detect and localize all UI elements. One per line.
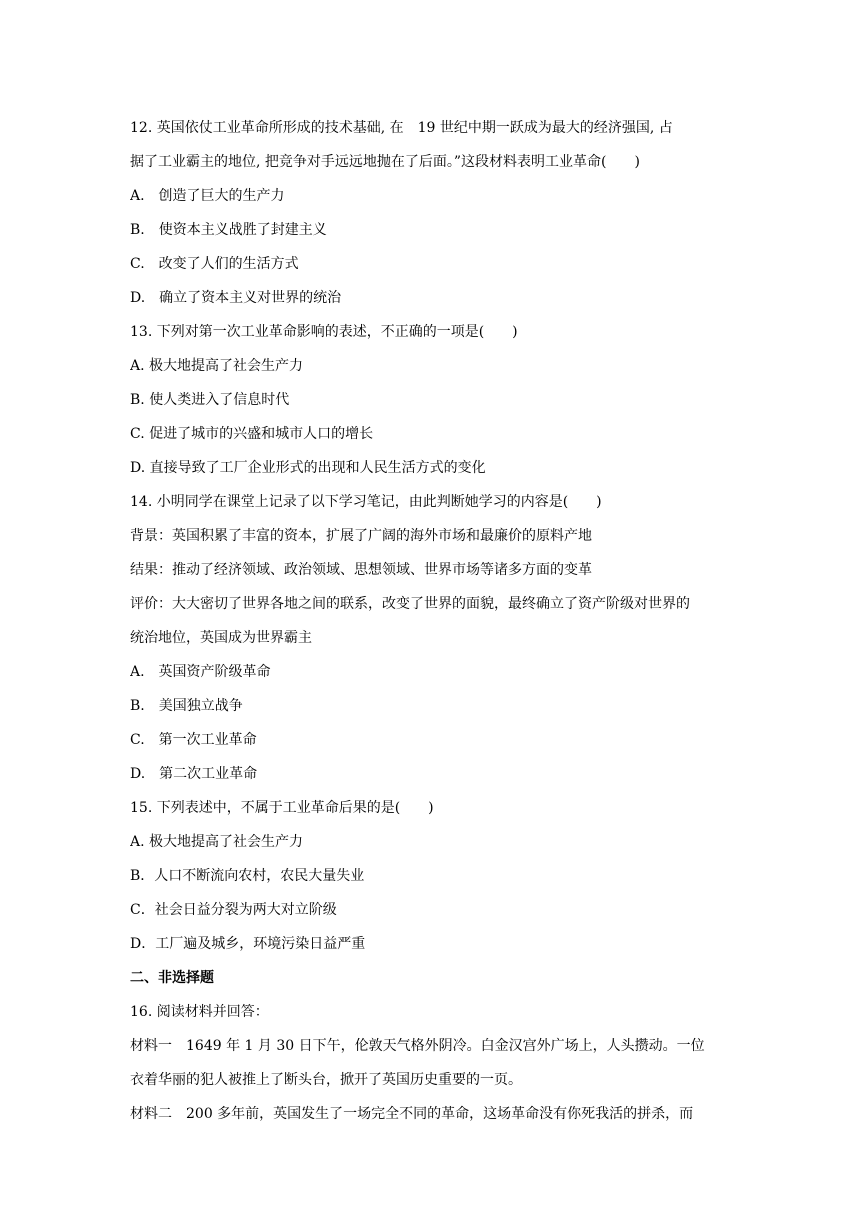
q13-option-a: A. 极大地提高了社会生产力 <box>130 358 304 374</box>
q12-option-a: A. 创造了巨大的生产力 <box>130 188 285 204</box>
q14-result: 结果：推动了经济领域、政治领域、思想领域、世界市场等诸多方面的变革 <box>130 562 592 578</box>
q14-evaluation-line2: 统治地位，英国成为世界霸主 <box>130 630 312 646</box>
q12-stem-line1: 12. 英国依仗工业革命所形成的技术基础, 在 19 世纪中期一跃成为最大的经济强国, 占 <box>130 120 673 136</box>
q14-evaluation-line1: 评价：大大密切了世界各地之间的联系，改变了世界的面貌，最终确立了资产阶级对世界的 <box>130 596 690 612</box>
q15-option-d: D．工厂遍及城乡，环境污染日益严重 <box>130 936 366 952</box>
section-heading: 二、非选择题 <box>130 970 214 986</box>
q15-stem: 15. 下列表述中，不属于工业革命后果的是( ) <box>130 800 434 816</box>
q13-stem: 13. 下列对第一次工业革命影响的表述，不正确的一项是( ) <box>130 324 518 340</box>
q12-option-d: D. 确立了资本主义对世界的统治 <box>130 290 342 306</box>
q14-option-b: B. 美国独立战争 <box>130 698 243 714</box>
q16-material1-line1: 材料一 1649 年 1 月 30 日下午，伦敦天气格外阴冷。白金汉宫外广场上，人头攒动。一位 <box>130 1038 705 1054</box>
q12-stem-line2: 据了工业霸主的地位, 把竞争对手远远地抛在了后面。”这段材料表明工业革命( ) <box>130 154 640 170</box>
q14-option-c: C. 第一次工业革命 <box>130 732 257 748</box>
q16-material2-line1: 材料二 200 多年前，英国发生了一场完全不同的革命，这场革命没有你死我活的拼杀，而 <box>130 1106 694 1122</box>
q16-material1-line2: 衣着华丽的犯人被推上了断头台，掀开了英国历史重要的一页。 <box>130 1072 522 1088</box>
q13-option-b: B. 使人类进入了信息时代 <box>130 392 290 408</box>
q12-option-c: C. 改变了人们的生活方式 <box>130 256 299 272</box>
q12-option-b: B. 使资本主义战胜了封建主义 <box>130 222 327 238</box>
q15-option-b: B．人口不断流向农村，农民大量失业 <box>130 868 365 884</box>
q14-stem: 14. 小明同学在课堂上记录了以下学习笔记，由此判断她学习的内容是( ) <box>130 494 602 510</box>
q13-option-d: D. 直接导致了工厂企业形式的出现和人民生活方式的变化 <box>130 460 486 476</box>
q14-background: 背景：英国积累了丰富的资本，扩展了广阔的海外市场和最廉价的原料产地 <box>130 528 592 544</box>
q15-option-a: A. 极大地提高了社会生产力 <box>130 834 304 850</box>
q15-option-c: C．社会日益分裂为两大对立阶级 <box>130 902 337 918</box>
q16-stem: 16. 阅读材料并回答： <box>130 1004 269 1020</box>
q14-option-d: D. 第二次工业革命 <box>130 766 258 782</box>
q13-option-c: C. 促进了城市的兴盛和城市人口的增长 <box>130 426 374 442</box>
q14-option-a: A. 英国资产阶级革命 <box>130 664 271 680</box>
